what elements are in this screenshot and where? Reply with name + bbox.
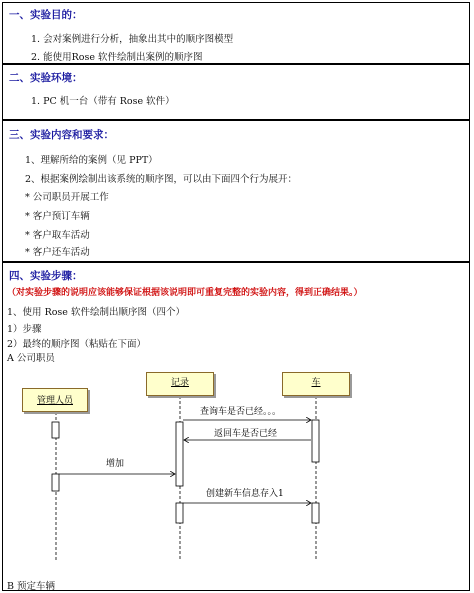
- message-label: 查询车是否已经。。。: [200, 407, 282, 417]
- activation-bar: [176, 422, 183, 486]
- object-label: 记录: [170, 378, 189, 388]
- section-heading: 四、实验步骤：: [9, 270, 83, 282]
- section-heading: 二、实验环境：: [9, 72, 83, 84]
- object-label: 管理人员: [36, 396, 73, 406]
- activation-bar: [312, 503, 319, 523]
- section-heading: 一、实验目的：: [9, 9, 83, 21]
- steps-line: 1）步骤: [7, 324, 42, 335]
- environment-item: 1. PC 机一台（带有 Rose 软件）: [31, 96, 175, 107]
- activation-bar: [176, 503, 183, 523]
- content-item: 1、理解所给的案例（见 PPT）: [25, 155, 158, 166]
- steps-line: 1、使用 Rose 软件绘制出顺序图（四个）: [7, 307, 185, 318]
- content-item: * 公司职员开展工作: [25, 192, 109, 203]
- object-label: 车: [311, 378, 321, 388]
- message-label: 增加: [106, 459, 125, 469]
- content-item: 2、根据案例绘制出该系统的顺序图，可以由下面四个行为展开：: [25, 174, 298, 185]
- activation-bar: [52, 422, 59, 438]
- object-manager: [22, 388, 88, 412]
- steps-footer: B 预定车辆: [7, 581, 56, 592]
- content-item: * 客户还车活动: [25, 247, 90, 258]
- content-item: * 客户取车活动: [25, 230, 90, 241]
- steps-note: （对实验步骤的说明应该能够保证根据该说明即可重复完整的实验内容，得到正确结果。）: [7, 288, 363, 298]
- message-label: 返回车是否已经: [214, 429, 278, 439]
- steps-line: 2）最终的顺序图（粘贴在下面）: [7, 339, 147, 350]
- message-label: 创建新车信息存入1: [206, 489, 284, 499]
- object-record: [146, 372, 214, 396]
- activation-bar: [52, 474, 59, 491]
- activation-bar: [312, 420, 319, 462]
- objective-item: 1. 会对案例进行分析，抽象出其中的顺序图模型: [31, 34, 234, 45]
- section-heading: 三、实验内容和要求：: [9, 129, 114, 141]
- steps-line: A 公司职员: [7, 353, 55, 364]
- object-car: [282, 372, 350, 396]
- objective-item: 2. 能使用Rose 软件绘制出案例的顺序图: [31, 52, 203, 63]
- content-item: * 客户预订车辆: [25, 211, 90, 222]
